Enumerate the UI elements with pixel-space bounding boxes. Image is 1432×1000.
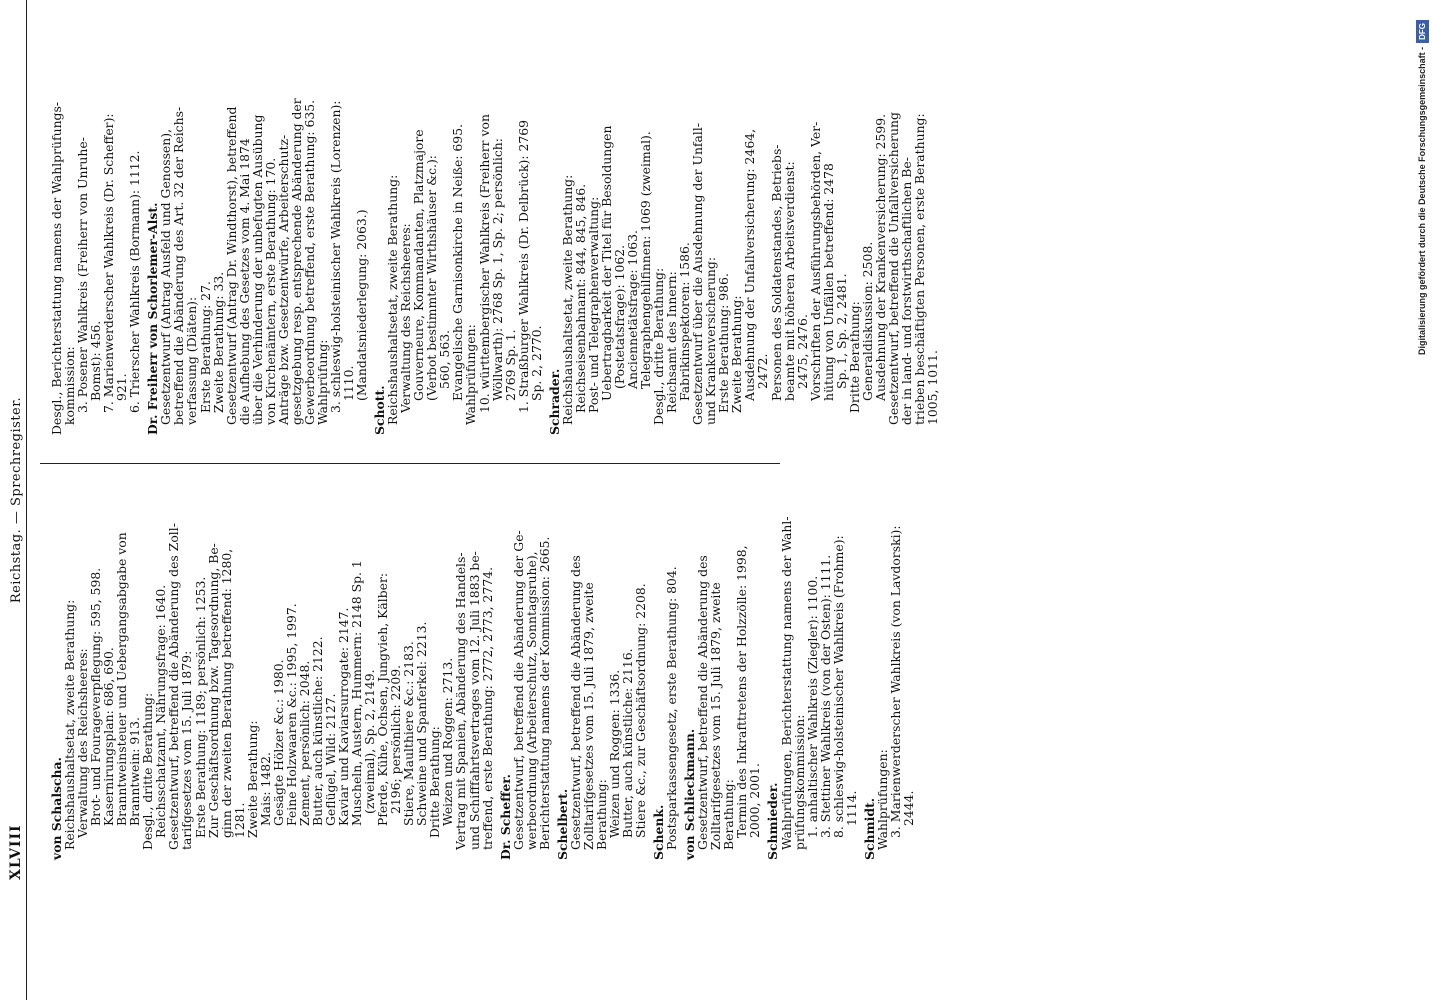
register-entry	[548, 55, 939, 435]
entry-line: Gesetzentwurf, betreffend die Abänderung des Zoll-	[166, 523, 182, 850]
entry-line: die Aufhebung des Gesetzes vom 4. Mai 1874	[236, 138, 252, 425]
entry-line: Vorschriften der Ausführungsbehörden, Ver-	[807, 121, 823, 401]
register-entry	[146, 55, 368, 435]
entry-line: Gewerbeordnung betreffend, erste Berathung: 635.	[301, 99, 317, 425]
entry-line: Wahlprüfung:	[314, 339, 330, 425]
entry-line: Wahlprüfungen:	[463, 324, 479, 425]
entry-line: trieben beschäftigten Personen, erste Berathung:	[912, 113, 928, 425]
speaker-name: von Schlieckmann.	[682, 728, 698, 860]
entry-line: Zolltarifgesetzes vom 15. Juli 1879, zweite	[708, 582, 724, 850]
entry-line: Stiere, Maulthiere &c.: 2183.	[401, 641, 417, 826]
register-entry	[652, 470, 678, 860]
entry-line: Geflügel, Wild: 2127.	[322, 693, 338, 826]
entry-line: 2475, 2476.	[794, 314, 810, 389]
entry-line: kommission:	[62, 346, 78, 425]
register-entry	[50, 55, 141, 435]
entry-line: Sp. 1, Sp. 2, 2481.	[833, 273, 849, 389]
entry-line: Wahlprüfungen, Berichterstattung namens der Wahl-	[778, 516, 794, 850]
speaker-name: Schelbert.	[554, 788, 570, 860]
speaker-name: Schmieder.	[765, 782, 781, 860]
entry-line: Zweite Berathung:	[244, 720, 260, 838]
entry-line: Kasernirungsplan: 686, 690.	[101, 647, 117, 826]
entry-line: von Kirchenämtern, erste Berathung: 170.	[262, 157, 278, 425]
entry-line: 1. Straßburger Wahlkreis (Dr. Delbrück): 2769	[515, 120, 531, 413]
speaker-name: von Schalscha.	[49, 757, 64, 860]
entry-line: 921.	[114, 373, 130, 401]
entry-line: Zolltarifgesetzes vom 15. Juli 1879, zweite	[580, 582, 596, 850]
entry-line: 1. anhaltischer Wahlkreis (Ziegler): 1100.	[804, 575, 820, 838]
entry-line: Pferde, Kühe, Ochsen, Jungvieh, Kälber:	[375, 572, 391, 826]
entry-line: Erste Berathung: 986.	[716, 273, 732, 413]
entry-line: 1281.	[231, 802, 247, 838]
entry-line: Zement, persönlich: 2048.	[296, 660, 312, 826]
entry-line: 6. Trierscher Wahlkreis (Bormann): 1112.	[127, 150, 143, 413]
entry-line: Schweine und Spanferkel: 2213.	[414, 621, 430, 826]
entry-line: betreffend die Abänderung des Art. 32 der Reichs-	[171, 106, 187, 425]
entry-line: Gesetzentwurf, betreffend die Abänderung des	[567, 555, 583, 850]
entry-line: 2472.	[755, 353, 771, 389]
entry-line: Butter, auch künstliche: 2116.	[620, 648, 636, 838]
entry-line: (Mandatsniederlegung: 2063.)	[354, 209, 370, 401]
speaker-name: Schrader.	[546, 368, 562, 435]
entry-line: Muscheln, Austern, Hummern: 2148 Sp. 1	[349, 560, 365, 826]
entry-line: Gesetzentwurf (Antrag Ausfeld und Genossen),	[158, 128, 174, 425]
entry-line: Berichterstattung namens der Kommission: 2665.	[536, 536, 552, 850]
entry-line: Fabrikinspektoren: 1586.	[677, 242, 693, 401]
entry-line: Postsparkassengesetz, erste Berathung: 804.	[664, 566, 680, 850]
digitization-note	[1416, 20, 1429, 980]
register-entry	[683, 470, 761, 860]
entry-line: Butter, auch künstliche: 2122.	[309, 636, 325, 826]
entry-line: Telegraphengehilfinnen: 1069 (zweimal).	[638, 131, 654, 389]
entry-line: Gesetzentwurf, betreffend die Abänderung des	[695, 555, 711, 850]
entry-line: 2444.	[900, 790, 916, 826]
entry-line: 3. schleswig-holsteinischer Wahlkreis (Lorenzen):	[327, 100, 343, 413]
entry-line: Zweite Berathung:	[729, 295, 745, 413]
entry-line: 1005, 1011.	[925, 350, 941, 425]
entry-line: 2769 Sp. 1.	[502, 329, 518, 401]
entry-line: Dritte Berathung:	[427, 726, 443, 838]
entry-line: Reichshaushaltsetat, zweite Berathung:	[559, 174, 575, 425]
entry-line: 10. württembergischer Wahlkreis (Freiherr von	[476, 114, 492, 413]
running-title: Reichstag. — Sprechregister.	[9, 396, 24, 604]
entry-line: beamte mit höheren Arbeitsverdienst:	[781, 161, 797, 401]
entry-line: 560, 563.	[437, 329, 453, 389]
entry-line: Desgl., dritte Berathung:	[140, 692, 156, 850]
entry-line: Verwaltung des Reichsheeres:	[398, 223, 414, 413]
page-header	[6, 0, 27, 1000]
digitization-note-text: Digitalisierung gefördert durch die Deutsche Forschungsgemeinschaft -	[1417, 46, 1427, 355]
entry-line: Sp. 2, 2770.	[528, 325, 544, 401]
entry-line: 3. Posener Wahlkreis (Freiherr von Unruhe-	[75, 137, 91, 413]
entry-line: Erste Berathung: 27.	[197, 281, 213, 413]
entry-line: Bomst): 456.	[88, 320, 104, 401]
entry-line: Gesetzentwurf, betreffend die Unfallversicherung	[885, 112, 901, 425]
entry-line: Anciennetätsfrage: 1063.	[625, 230, 641, 389]
entry-line: 3. Stettiner Wahlkreis (von der Osten): 1111.	[817, 554, 833, 838]
entry-line: Generaldiskussion: 2508.	[859, 241, 875, 401]
entry-line: Dritte Berathung:	[846, 301, 862, 413]
entry-line: über die Verhinderung der unbefugten Ausübung	[249, 114, 265, 425]
entry-line: 3. Marienwerderscher Wahlkreis (von Lavdorski):	[887, 525, 903, 838]
dfg-logo: DFG	[1416, 20, 1429, 43]
speaker-name: Dr. Scheffer.	[497, 774, 513, 860]
entry-line: 7. Marienwerderscher Wahlkreis (Dr. Scheffer):	[101, 113, 117, 413]
entry-line: und Schifffahrtsvertrages vom 12. Juli 1883 be-	[466, 551, 482, 850]
entry-line: Brot- und Fourageverpflegung: 595, 598.	[88, 567, 104, 826]
page-number: XLVIII	[8, 824, 24, 880]
left-column	[50, 470, 920, 860]
entry-line: Vertrag mit Spanien, Abänderung des Handels-	[453, 552, 469, 850]
entry-line: Post- und Telegraphenverwaltung:	[585, 196, 601, 413]
entry-line: Reichsamt des Innern:	[664, 271, 680, 413]
entry-line: Ausdehnung der Krankenversicherung: 2599.	[872, 113, 888, 401]
entry-line: Desgl., dritte Berathung:	[651, 267, 667, 425]
speaker-name: Schenk.	[651, 804, 667, 860]
entry-line: Evangelische Garnisonkirche in Neiße: 695.	[450, 123, 466, 401]
entry-line: tarifgesetzes vom 15. Juli 1879:	[179, 650, 195, 850]
entry-line: Branntweinsteuer und Uebergangsabgabe von	[114, 532, 130, 826]
register-entry	[373, 55, 543, 435]
entry-line: 8. schleswig-holsteinischer Wahlkreis (Frohme):	[830, 535, 846, 838]
entry-line: und Krankenversicherung:	[703, 256, 719, 425]
column-divider	[40, 463, 780, 464]
speaker-name: Schmidt.	[861, 797, 877, 860]
register-entry	[499, 470, 551, 860]
entry-line: Zur Geschäftsordnung bzw. Tagesordnung, Be-	[205, 543, 221, 838]
entry-line: Berathung:	[593, 779, 609, 850]
entry-line: Berathung:	[721, 779, 737, 850]
entry-line: Weizen und Roggen: 2713.	[440, 657, 456, 826]
entry-line: 2000, 2001.	[747, 763, 763, 838]
entry-line: Mais: 1482.	[257, 752, 273, 826]
entry-line: Gesetzentwurf, betreffend die Abänderung der Ge-	[510, 530, 526, 850]
register-entry	[766, 470, 857, 860]
entry-line: gesetzgebung resp. entsprechende Abänderung der	[288, 98, 304, 425]
entry-line: Gesägte Hölzer &c.: 1980.	[270, 659, 286, 826]
entry-line: Wahlprüfungen:	[874, 749, 890, 850]
speaker-name: Dr. Freiherr von Schorlemer-Alst.	[145, 202, 161, 435]
entry-line: Branntwein: 913.	[127, 717, 143, 826]
entry-line: prüfungskommission:	[791, 714, 807, 850]
entry-line: Reichsschatzamt, Nährungsfrage: 1640.	[153, 584, 169, 838]
entry-line: Termin des Inkrafttretens der Holzzölle: 1998,	[734, 545, 750, 838]
entry-line: Reichshaushaltsetat, zweite Berathung:	[385, 174, 401, 425]
entry-line: Zweite Berathung: 33.	[210, 271, 226, 413]
entry-line: 1110.	[341, 365, 357, 401]
register-entry	[863, 470, 915, 860]
entry-line: Weizen und Roggen: 1336.	[606, 669, 622, 838]
right-column	[50, 55, 944, 435]
entry-line: (Verbot bestimmter Wirthshäuser &c.):	[424, 155, 440, 401]
entry-line: Stiere &c., zur Geschäftsordnung: 2208.	[633, 583, 649, 838]
entry-line: Reichseisenbahnamt: 844, 845, 846.	[572, 183, 588, 413]
entry-line: (zweimal), Sp. 2, 2149.	[362, 669, 378, 814]
entry-line: Wöllwarth): 2768 Sp. 1, Sp. 2; persönlich:	[489, 138, 505, 401]
entry-line: Personen des Soldatenstandes, Betriebs-	[768, 144, 784, 401]
entry-line: Anträge bzw. Gesetzentwürfe, Arbeiterschutz-	[275, 134, 291, 425]
entry-line: werbeordnung (Arbeiterschutz, Sonntagsruhe),	[523, 551, 539, 850]
entry-line: 2196; persönlich: 2209.	[388, 664, 404, 814]
entry-line: Desgl., Berichterstattung namens der Wahlprüfungs-	[49, 101, 64, 435]
entry-line: Uebertragbarkeit der Titel für Besoldungen	[598, 125, 614, 401]
entry-line: Verwaltung des Reichsheeres:	[75, 648, 91, 838]
entry-line: hütung von Unfällen betreffend: 2478	[820, 163, 836, 401]
entry-line: Gouverneure, Kommandanten, Platzmajore	[411, 129, 427, 401]
entry-line: Erste Berathung: 1189; persönlich: 1253.	[192, 576, 208, 838]
entry-line: verfassung (Diäten):	[184, 296, 200, 425]
entry-line: treffend, erste Berathung: 2772, 2773, 2774.	[479, 566, 495, 850]
entry-line: Ausdehnung der Unfallversicherung: 2464,	[742, 128, 758, 401]
entry-line: Gesetzentwurf (Antrag Dr. Windthorst), betreffend	[223, 106, 239, 425]
entry-line: ginn der zweiten Berathung betreffend: 1280,	[218, 548, 234, 838]
entry-line: (Postetatsfrage): 1062.	[611, 244, 627, 389]
entry-line: 1114.	[843, 790, 859, 826]
entry-line: Reichshaushaltsetat, zweite Berathung:	[62, 599, 78, 850]
entry-line: Kaviar und Kaviarsurrogate: 2147.	[336, 607, 352, 826]
register-entry	[50, 470, 494, 860]
speaker-name: Schott.	[372, 385, 388, 435]
entry-line: der in land- und forstwirthschaftlichen Be-	[899, 157, 914, 425]
register-entry	[556, 470, 647, 860]
entry-line: Feine Holzwaaren &c.: 1995, 1997.	[283, 603, 299, 826]
entry-line: Gesetzentwurf über die Ausdehnung der Unfall-	[690, 122, 706, 425]
